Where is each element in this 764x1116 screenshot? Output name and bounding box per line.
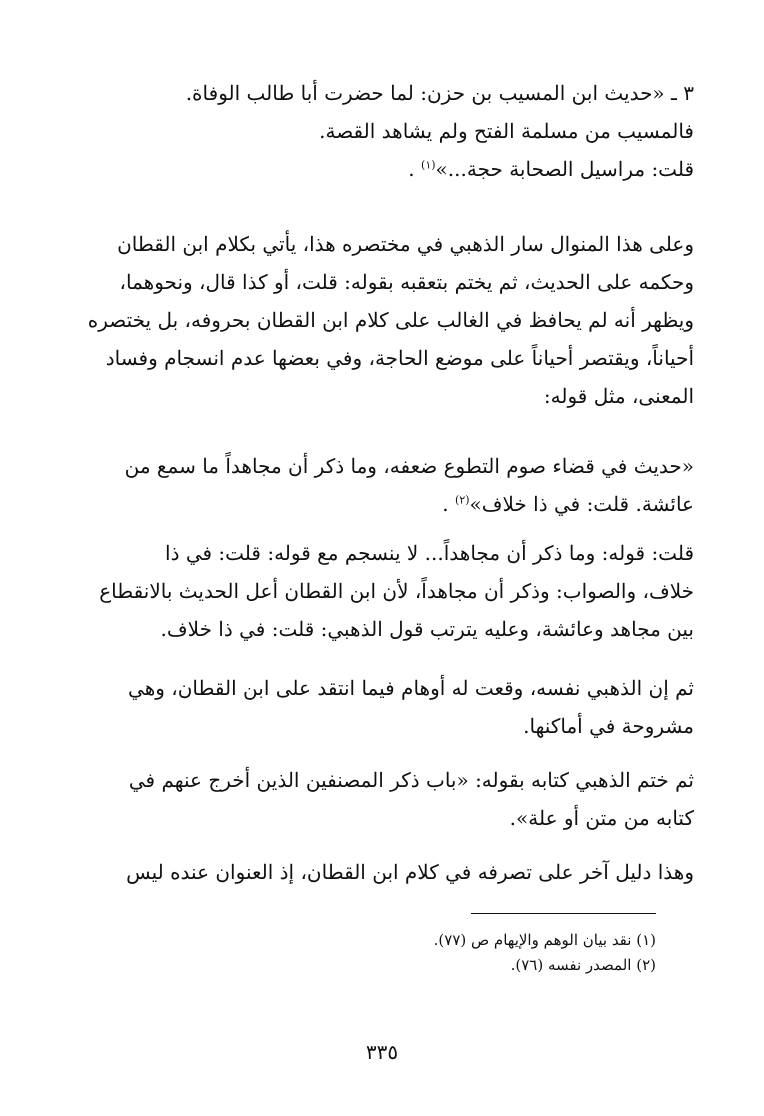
text-line: كتابه من متن أو علة». xyxy=(509,806,694,830)
footnote-1: (١) نقد بيان الوهم والإيهام ص (٧٧). xyxy=(433,931,656,949)
footnote-ref-2: (٢) xyxy=(455,493,470,507)
text-line: ثم إن الذهبي نفسه، وقعت له أوهام فيما انتقد على ابن القطان، وهي xyxy=(128,676,694,700)
paragraph-6 xyxy=(69,761,694,837)
text-line xyxy=(69,150,694,188)
text-line: وحكمه على الحديث، ثم يختم بتعقبه بقوله: قلت، أو كذا قال، ونحوهما، xyxy=(119,270,694,294)
text-line: ويظهر أنه لم يحافظ في الغالب على كلام ابن القطان بحروفه، بل يختصره xyxy=(87,308,694,332)
text-line xyxy=(69,485,694,523)
line-end: . xyxy=(408,157,422,181)
text-line: ثم ختم الذهبي كتابه بقوله: «باب ذكر المصنفين الذين أخرج عنهم في xyxy=(128,768,694,792)
text-line: خلاف، والصواب: وذكر أن مجاهداً، لأن ابن القطان أعل الحديث بالانقطاع xyxy=(99,579,694,603)
paragraph-quote-1 xyxy=(69,74,694,188)
text-line: «حديث في قضاء صوم التطوع ضعفه، وما ذكر أن مجاهداً ما سمع من xyxy=(124,454,694,478)
text-line: ٣ ـ «حديث ابن المسيب بن حزن: لما حضرت أبا طالب الوفاة. xyxy=(185,81,694,105)
line-text: قلت: مراسيل الصحابة حجة...» xyxy=(435,157,694,181)
footnote-2: (٢) المصدر نفسه (٧٦). xyxy=(510,956,656,974)
text-line: فالمسيب من مسلمة الفتح ولم يشاهد القصة. xyxy=(319,119,694,143)
text-line: وهذا دليل آخر على تصرفه في كلام ابن القطان، إذ العنوان عنده ليس xyxy=(126,860,694,884)
paragraph-2 xyxy=(69,225,694,415)
footnote-divider xyxy=(471,913,656,914)
text-line: مشروحة في أماكنها. xyxy=(523,714,694,738)
page-number: ٣٣٥ xyxy=(365,1040,399,1064)
text-line: بين مجاهد وعائشة، وعليه يترتب قول الذهبي: قلت: في ذا خلاف. xyxy=(160,617,694,641)
footnote-ref-1: (١) xyxy=(421,158,436,172)
line-end: . xyxy=(442,492,456,516)
text-line: وعلى هذا المنوال سار الذهبي في مختصره هذا، يأتي بكلام ابن القطان xyxy=(117,232,694,256)
paragraph-quote-2 xyxy=(69,447,694,523)
footnotes xyxy=(96,928,656,978)
text-line: المعنى، مثل قوله: xyxy=(543,384,694,408)
paragraph-4 xyxy=(69,534,694,648)
text-line: أحياناً، ويقتصر أحياناً على موضع الحاجة، وفي بعضها عدم انسجام وفساد xyxy=(105,346,694,370)
text-line: قلت: قوله: وما ذكر أن مجاهداً... لا ينسجم مع قوله: قلت: في ذا xyxy=(165,541,694,565)
paragraph-5 xyxy=(69,669,694,745)
line-text: عائشة. قلت: في ذا خلاف» xyxy=(469,492,694,516)
paragraph-7 xyxy=(69,853,694,891)
